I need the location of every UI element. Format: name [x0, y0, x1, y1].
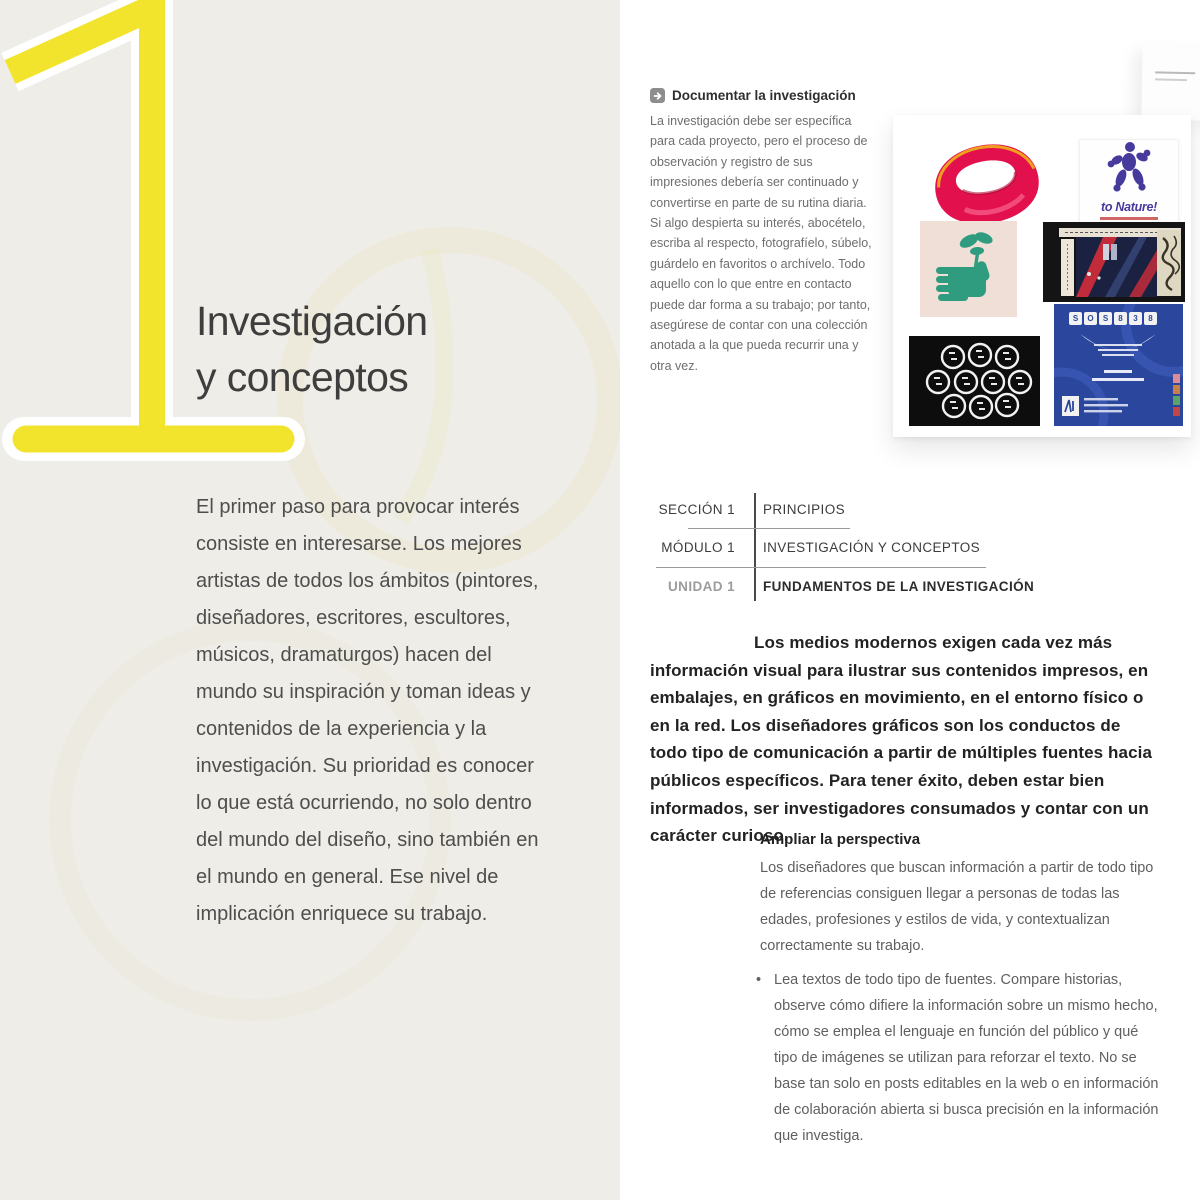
table-row	[656, 529, 1086, 568]
color-stripes	[1173, 374, 1180, 418]
chapter-title	[196, 293, 428, 405]
arrow-right-icon	[650, 88, 665, 103]
editorial-spread-image	[1043, 222, 1185, 302]
lead-paragraph: Los medios modernos exigen cada vez más información visual para ilustrar sus contenidos impresos, en embalajes, en gráficos en movimiento, en el entorno físico o en la red. Los diseñadores gráficos son los conductos de todo tipo de comunicación a partir de múltiples fuentes hacia públicos específicos. Para tener éxito, deben estar bien informados, ser investigadores consumados y contar con un carácter curioso.	[650, 633, 1153, 846]
section-heading: Ampliar la perspectiva	[760, 831, 921, 848]
table-rule	[688, 528, 850, 529]
corner-card	[1141, 43, 1200, 121]
code-letter: S	[1099, 312, 1112, 325]
row-label: SECCIÓN 1	[658, 501, 735, 517]
table-rule	[656, 567, 986, 568]
table-vertical-rule	[754, 493, 756, 601]
code-letter: 8	[1114, 312, 1127, 325]
row-value: INVESTIGACIÓN Y CONCEPTOS	[763, 540, 981, 556]
blue-card-image	[1054, 304, 1183, 426]
code-letter: O	[1084, 312, 1097, 325]
chapter-title-line1: Investigación	[196, 298, 428, 344]
section-body: Los diseñadores que buscan información a partir de todo tipo de referencias consiguen llegar a personas de todas las edades, profesiones y estilos de vida, y contextualizan correctamente su trabajo.	[760, 860, 1154, 954]
row-value: FUNDAMENTOS DE LA INVESTIGACIÓN	[763, 578, 1035, 594]
table-row	[656, 567, 1086, 606]
blue-card-code	[1069, 312, 1157, 325]
code-letter: S	[1069, 312, 1082, 325]
chapter-title-line2: y conceptos	[196, 354, 409, 400]
row-value: PRINCIPIOS	[763, 501, 846, 517]
chapter-intro-paragraph: El primer paso para provocar interés consiste en interesarse. Los mejores artistas de todos los ámbitos (pintores, diseñadores, escritores, escultores, músicos, dramaturgos) hacen del mundo su inspiración y toman ideas y contenidos de la experiencia y la investigación. Su prioridad es conocer lo que está ocurriendo, no solo dentro del mundo del diseño, sino también en el mundo en general. Ese nivel de implicación enriquece su trabajo.	[196, 496, 539, 925]
tonature-tagline	[1100, 217, 1158, 220]
row-label: UNIDAD 1	[668, 578, 735, 594]
tonature-label: to Nature!	[1100, 200, 1158, 214]
research-collage-card	[893, 115, 1191, 437]
bullet-text: Lea textos de todo tipo de fuentes. Compare historias, observe cómo difiere la información sobre un mismo hecho, cómo se emplea el lenguaje en función del público y qué tipo de imágenes se utilizan para reforzar el texto. No se base tan solo en posts editables en la web o en información de colaboración abierta si busca precisión en la información que investiga.	[774, 972, 1159, 1144]
list-item	[756, 967, 1160, 1149]
corner-card-textline	[1155, 78, 1187, 81]
row-label: MÓDULO 1	[661, 540, 735, 556]
side-note-heading-text: Documentar la investigación	[672, 88, 856, 103]
hand-sprig-image	[920, 221, 1017, 317]
table-row	[656, 490, 1086, 529]
section-breadcrumb-table	[656, 490, 1086, 606]
mobius-ribbon-image	[931, 135, 1043, 231]
code-letter: 3	[1129, 312, 1142, 325]
chapter-numeral-1	[0, 0, 340, 480]
side-note-heading	[650, 88, 874, 103]
corner-card-textline	[1155, 71, 1195, 74]
code-letter: 8	[1144, 312, 1157, 325]
running-figure-icon	[1097, 140, 1161, 198]
side-note-body: La investigación debe ser específica para cada proyecto, pero el proceso de observación y registro de sus impresiones debería ser continuado y convertirse en parte de su rutina diaria. Si algo despierta su interés, abocételo, escriba al respecto, fotografíelo, súbelo, guárdelo en favoritos o archívelo. Todo aquello con lo que entre en contacto puede dar forma a su trabajo; por tanto, asegúrese de contar con una colección anotada a la que pueda recurrir una y otra vez.	[650, 114, 872, 373]
bullet-marker: •	[756, 972, 762, 988]
side-note	[650, 88, 874, 376]
glyph-coins-image	[909, 336, 1040, 426]
